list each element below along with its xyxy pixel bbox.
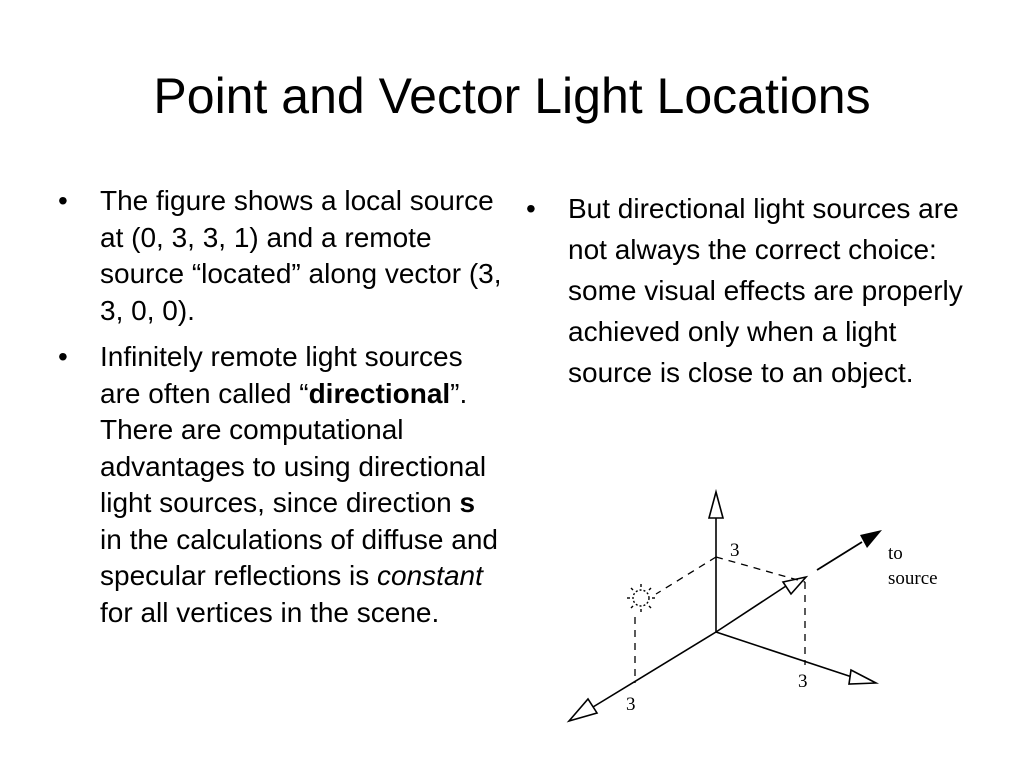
to-source-label-line2: source xyxy=(888,568,938,589)
right-column xyxy=(520,188,980,403)
to-source-label-line1: to xyxy=(888,543,903,564)
left-column xyxy=(52,183,502,641)
bold-directional: directional xyxy=(308,377,451,409)
x-axis-label: 3 xyxy=(798,671,808,692)
slide-title: Point and Vector Light Locations xyxy=(153,68,871,124)
y-axis-label: 3 xyxy=(730,540,740,561)
bullet-text-part: for all vertices in the scene. xyxy=(100,596,440,628)
left-bullet-list xyxy=(52,183,502,631)
bullet-text-part: ”. There are computational advantages to using directional light sources, since direction xyxy=(100,377,487,518)
bullet-text: The figure shows a local source at (0, 3, 3, 1) and a remote source “located” along vector (3, 3, 0, 0). xyxy=(100,185,502,326)
direction-vector xyxy=(716,586,786,632)
x-axis xyxy=(716,632,852,677)
light-location-diagram xyxy=(560,485,980,735)
italic-constant: constant xyxy=(377,560,483,591)
dashed-guides xyxy=(635,557,805,683)
bullet-local-remote-source xyxy=(52,183,502,329)
z-axis-arrowhead xyxy=(569,699,597,721)
bullet-not-always-correct xyxy=(520,188,980,393)
to-source-arrowhead xyxy=(860,530,882,548)
to-source-arrow xyxy=(817,542,862,570)
bullet-text-part: Infinitely remote light sources are often called “ xyxy=(100,341,463,409)
z-axis-label: 3 xyxy=(626,694,636,715)
local-light-source-icon xyxy=(627,584,655,612)
bullet-directional xyxy=(52,339,502,631)
bold-s: s xyxy=(459,487,476,518)
bullet-text: But directional light sources are not always the correct choice: some visual effects are properly achieved only when a light source is close to an object. xyxy=(568,193,963,388)
x-axis-arrowhead xyxy=(849,670,876,684)
bullet-text-part: in the calculations of diffuse and specular reflections is xyxy=(100,523,498,591)
z-axis xyxy=(593,632,716,707)
y-axis-arrowhead xyxy=(709,492,723,518)
right-bullet-list xyxy=(520,188,980,393)
